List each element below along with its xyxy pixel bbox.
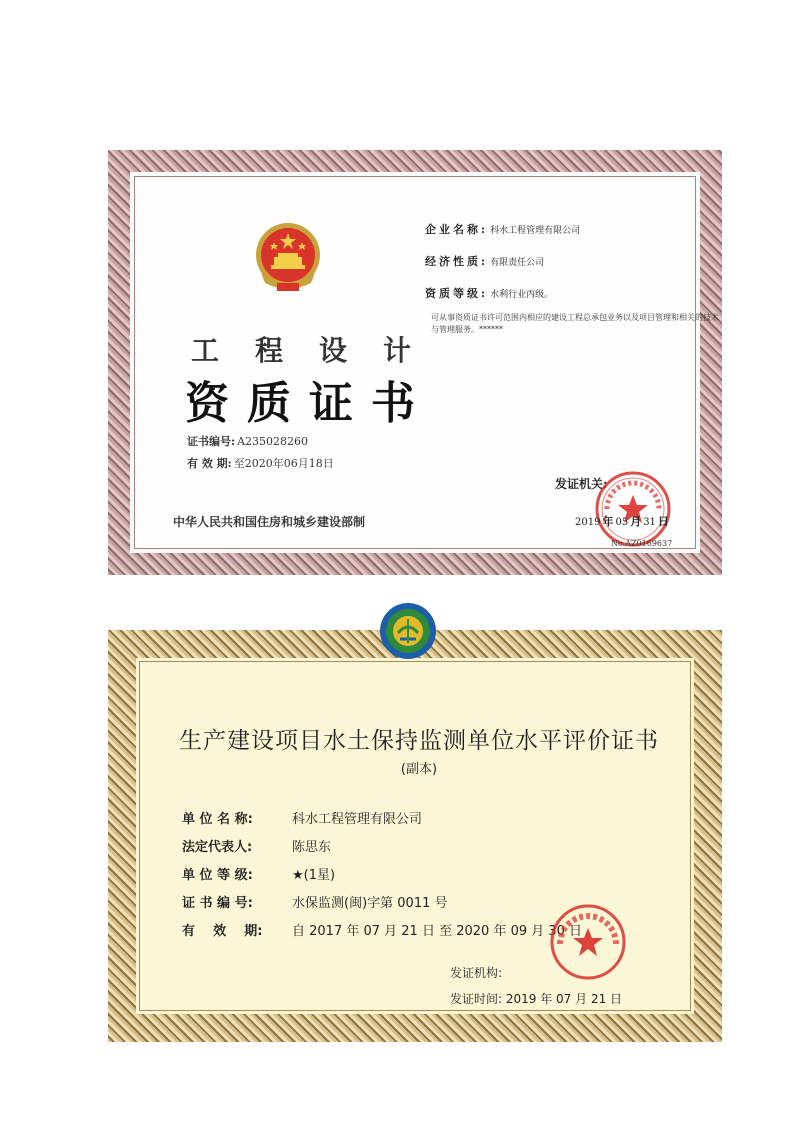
soil-water-monitoring-certificate <box>108 630 722 1042</box>
company-name-value: 科水工程管理有限公司 <box>490 226 581 236</box>
validity-label: 有 效 期: <box>187 457 232 470</box>
certificate-number-row <box>187 433 308 449</box>
issue-time-label: 发证时间: <box>450 992 503 1006</box>
certificate-number-label: 证书编号: <box>187 435 236 448</box>
company-name-row <box>425 221 580 237</box>
unit-name-value: 科水工程管理有限公司 <box>292 812 423 827</box>
certificate-inner-panel <box>134 176 719 549</box>
legal-rep-value: 陈思东 <box>292 840 332 855</box>
issue-month: 05 <box>615 517 629 528</box>
economic-nature-value: 有限责任公司 <box>490 258 545 268</box>
issue-year-unit: 年 <box>602 515 614 528</box>
certificate-subtitle: (副本) <box>400 762 438 777</box>
official-seal-icon <box>548 902 628 982</box>
issue-date <box>575 513 671 529</box>
economic-nature-label: 经济性质: <box>425 255 489 268</box>
info-row-unit-name <box>182 808 422 827</box>
company-name-label: 企业名称: <box>425 223 489 236</box>
official-seal-icon <box>593 469 673 549</box>
issue-time-row <box>450 990 622 1007</box>
issue-day: 31 <box>643 517 656 528</box>
issuing-organization-label: 发证机构: <box>450 966 503 980</box>
national-emblem-icon <box>247 217 329 299</box>
soil-water-conservation-logo-icon <box>378 601 438 661</box>
validity-label: 有 效 期: <box>182 924 263 939</box>
cert-number-label: 证 书 编 号: <box>182 896 253 911</box>
unit-grade-label: 单 位 等 级: <box>182 868 253 883</box>
certificate-title-line1: 工程设计 <box>191 334 448 367</box>
cert-number-value: 水保监测(闽)字第 0011 号 <box>292 896 448 911</box>
validity-row <box>187 455 334 471</box>
info-row-unit-grade <box>182 864 335 883</box>
qualification-grade-label: 资质等级: <box>425 287 489 300</box>
economic-nature-row <box>425 253 544 269</box>
qualification-grade-value: 水利行业丙级。 <box>490 290 554 300</box>
info-row-validity <box>182 920 582 939</box>
validity-value: 至2020年06月18日 <box>233 457 334 470</box>
engineering-design-certificate <box>108 150 722 575</box>
certificate-inner-panel <box>139 661 691 1011</box>
qualification-grade-row <box>425 285 553 301</box>
unit-grade-value: ★(1星) <box>292 868 336 883</box>
issue-time-value: 2019 年 07 月 21 日 <box>505 992 623 1006</box>
issue-year: 2019 <box>575 517 601 528</box>
certificate-title: 生产建设项目水土保持监测单位水平评价证书 <box>179 728 659 754</box>
certificate-title-line2: 资质证书 <box>185 378 433 429</box>
business-scope-text: 可从事资质证书许可范围内相应的建设工程总承包业务以及项目管理和相关的技术与管理服务。****** <box>431 313 719 334</box>
legal-rep-label: 法定代表人: <box>182 840 253 855</box>
unit-name-label: 单 位 名 称: <box>182 812 253 827</box>
validity-value: 自 2017 年 07 月 21 日 至 2020 年 09 月 30 日 <box>292 924 583 939</box>
info-row-legal-rep <box>182 836 331 855</box>
issue-day-unit: 日 <box>657 515 669 528</box>
serial-number: No.AZ0169637 <box>611 539 673 548</box>
certificate-number-value: A235028260 <box>237 435 308 448</box>
info-row-cert-number <box>182 892 448 911</box>
issuing-ministry: 中华人民共和国住房和城乡建设部制 <box>173 515 366 529</box>
issuing-authority-label: 发证机关: <box>555 477 608 491</box>
issue-month-unit: 月 <box>630 515 642 528</box>
